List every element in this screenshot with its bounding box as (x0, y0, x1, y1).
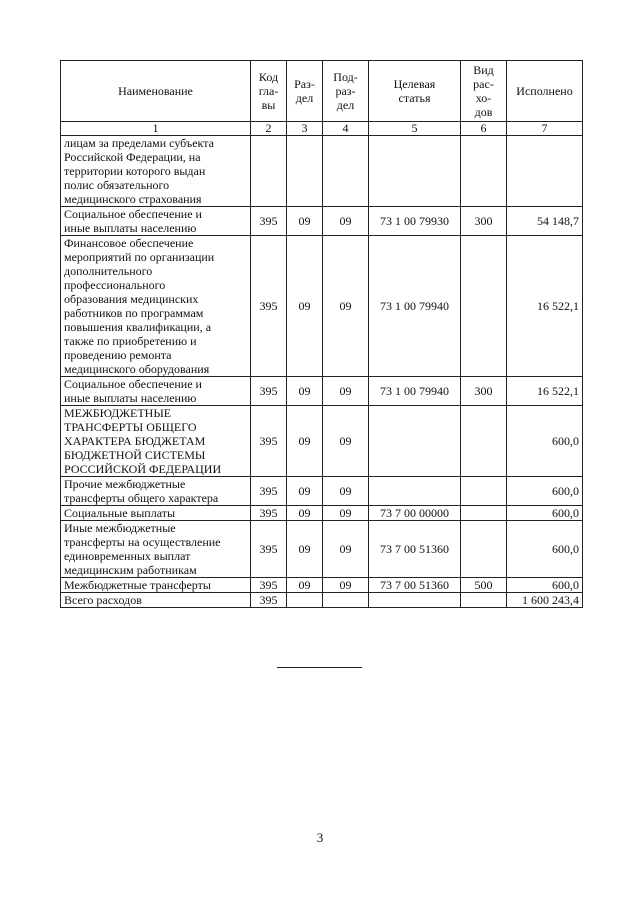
page-number: 3 (316, 830, 324, 845)
row-type (461, 236, 507, 377)
row-name: Межбюджетные трансферты (61, 578, 251, 593)
row-subsection (323, 136, 369, 207)
header-expense-type: Вид рас- хо- дов (461, 61, 507, 122)
column-number: 6 (461, 122, 507, 136)
header-section: Раз- дел (287, 61, 323, 122)
table-row (61, 406, 583, 477)
row-type (461, 477, 507, 506)
row-section: 09 (287, 207, 323, 236)
row-amount: 600,0 (507, 521, 583, 578)
row-code: 395 (251, 377, 287, 406)
table-row (61, 236, 583, 377)
column-number-row (61, 122, 583, 136)
row-target: 73 7 00 00000 (369, 506, 461, 521)
row-code: 395 (251, 406, 287, 477)
row-target (369, 477, 461, 506)
end-divider (277, 667, 362, 668)
header-target: Целевая статья (369, 61, 461, 122)
header-row (61, 61, 583, 122)
row-subsection: 09 (323, 207, 369, 236)
row-section: 09 (287, 236, 323, 377)
header-code: Код гла- вы (251, 61, 287, 122)
row-code: 395 (251, 236, 287, 377)
row-target: 73 7 00 51360 (369, 521, 461, 578)
row-amount (507, 136, 583, 207)
row-amount: 600,0 (507, 477, 583, 506)
row-amount: 16 522,1 (507, 377, 583, 406)
row-target (369, 593, 461, 608)
table-row (61, 136, 583, 207)
table-row (61, 506, 583, 521)
row-amount: 600,0 (507, 506, 583, 521)
row-subsection (323, 593, 369, 608)
row-code: 395 (251, 578, 287, 593)
row-subsection: 09 (323, 521, 369, 578)
header-subsection: Под- раз- дел (323, 61, 369, 122)
row-code: 395 (251, 506, 287, 521)
row-section (287, 593, 323, 608)
row-type: 500 (461, 578, 507, 593)
row-section: 09 (287, 506, 323, 521)
row-subsection: 09 (323, 477, 369, 506)
row-amount: 54 148,7 (507, 207, 583, 236)
row-name: Социальные выплаты (61, 506, 251, 521)
row-amount: 16 522,1 (507, 236, 583, 377)
header-executed: Исполнено (507, 61, 583, 122)
row-type: 300 (461, 207, 507, 236)
row-type: 300 (461, 377, 507, 406)
row-type (461, 406, 507, 477)
row-type (461, 593, 507, 608)
column-number: 1 (61, 122, 251, 136)
row-target: 73 7 00 51360 (369, 578, 461, 593)
row-target (369, 406, 461, 477)
table-row (61, 521, 583, 578)
row-code: 395 (251, 207, 287, 236)
column-number: 2 (251, 122, 287, 136)
column-number: 3 (287, 122, 323, 136)
row-amount: 1 600 243,4 (507, 593, 583, 608)
total-row (61, 593, 583, 608)
row-subsection: 09 (323, 236, 369, 377)
row-name: МЕЖБЮДЖЕТНЫЕ ТРАНСФЕРТЫ ОБЩЕГО ХАРАКТЕРА БЮДЖЕТАМ БЮДЖЕТНОЙ СИСТЕМЫ РОССИЙСКОЙ ФЕДЕРАЦИИ (61, 406, 251, 477)
column-number: 4 (323, 122, 369, 136)
row-section: 09 (287, 578, 323, 593)
budget-table (60, 60, 583, 608)
row-name: лицам за пределами субъекта Российской Федерации, на территории которого выдан полис обязательного медицинского страхования (61, 136, 251, 207)
row-section: 09 (287, 521, 323, 578)
header-name: Наименование (61, 61, 251, 122)
column-number: 5 (369, 122, 461, 136)
row-subsection: 09 (323, 377, 369, 406)
row-code: 395 (251, 521, 287, 578)
row-subsection: 09 (323, 406, 369, 477)
row-name: Социальное обеспечение и иные выплаты населению (61, 377, 251, 406)
row-subsection: 09 (323, 506, 369, 521)
row-section: 09 (287, 406, 323, 477)
row-section: 09 (287, 477, 323, 506)
row-name: Социальное обеспечение и иные выплаты населению (61, 207, 251, 236)
row-code: 395 (251, 593, 287, 608)
row-code (251, 136, 287, 207)
row-type (461, 506, 507, 521)
row-code: 395 (251, 477, 287, 506)
row-subsection: 09 (323, 578, 369, 593)
table-row (61, 578, 583, 593)
table-row (61, 377, 583, 406)
table-row (61, 207, 583, 236)
row-target: 73 1 00 79940 (369, 377, 461, 406)
column-number: 7 (507, 122, 583, 136)
table-row (61, 477, 583, 506)
row-amount: 600,0 (507, 406, 583, 477)
row-target: 73 1 00 79930 (369, 207, 461, 236)
row-target: 73 1 00 79940 (369, 236, 461, 377)
row-section: 09 (287, 377, 323, 406)
row-section (287, 136, 323, 207)
row-target (369, 136, 461, 207)
row-type (461, 521, 507, 578)
row-type (461, 136, 507, 207)
row-name: Финансовое обеспечение мероприятий по организации дополнительного профессионального образования медицинских работников по программам повышения квалификации, а также по приобретению и проведению ремонта медицинского оборудования (61, 236, 251, 377)
row-name: Иные межбюджетные трансферты на осуществление единовременных выплат медицинским работникам (61, 521, 251, 578)
row-name: Всего расходов (61, 593, 251, 608)
row-amount: 600,0 (507, 578, 583, 593)
row-name: Прочие межбюджетные трансферты общего характера (61, 477, 251, 506)
